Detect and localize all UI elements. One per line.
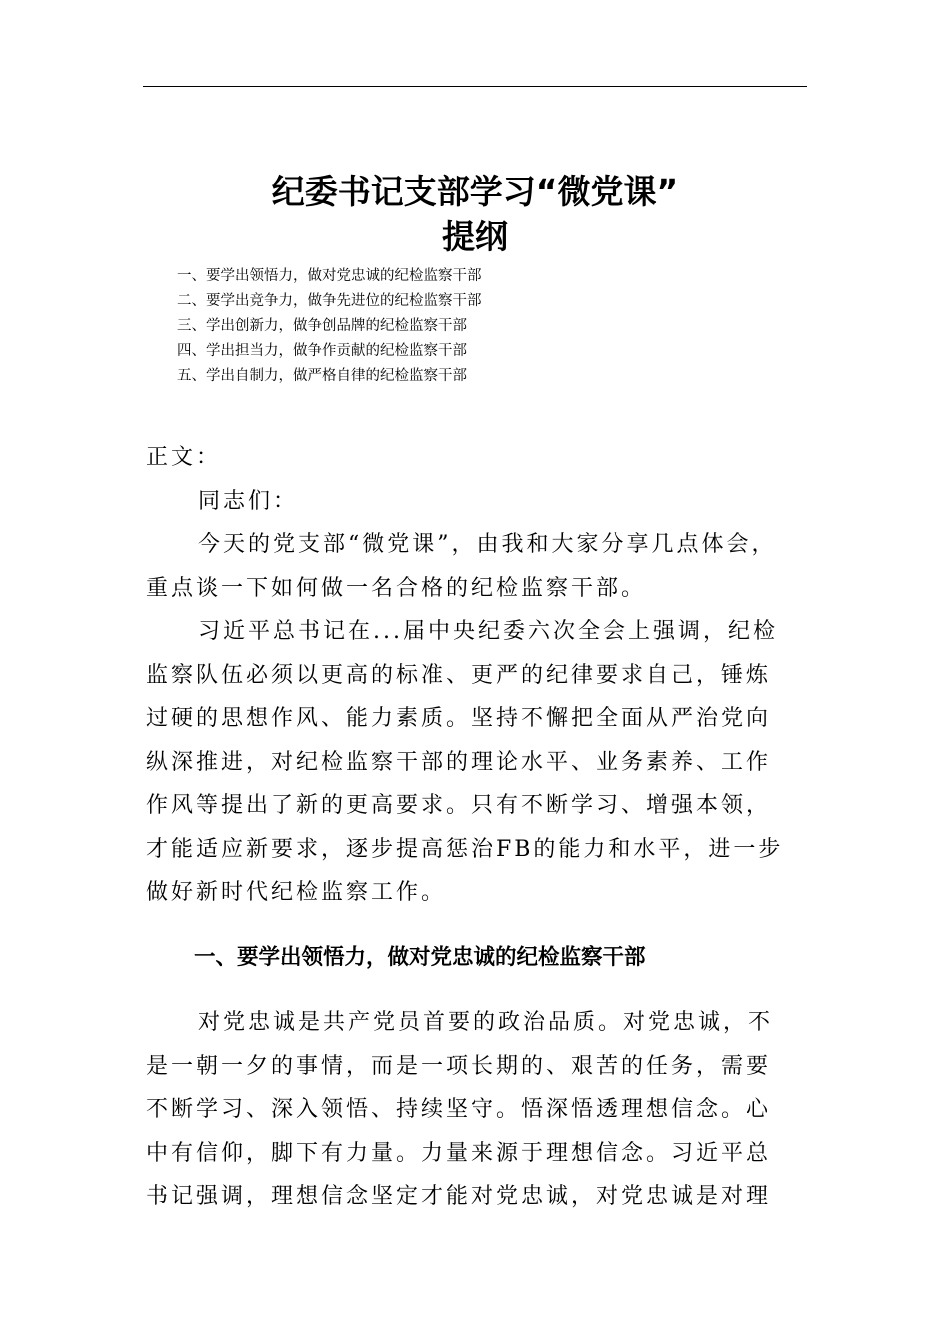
outline-item: 三、学出创新力，做争创品牌的纪检监察干部 bbox=[177, 318, 467, 334]
paragraph-line: 重点谈一下如何做一名合格的纪检监察干部。 bbox=[146, 575, 647, 601]
body-label: 正文： bbox=[146, 445, 222, 470]
outline-item: 一、要学出领悟力，做对党忠诚的纪检监察干部 bbox=[177, 268, 482, 284]
paragraph-line: 过硬的思想作风、能力素质。坚持不懈把全面从严治党向 bbox=[146, 706, 772, 731]
document-title-line2: 提纲 bbox=[442, 217, 508, 256]
paragraph-line: 书记强调，理想信念坚定才能对党忠诚，对党忠诚是对理 bbox=[146, 1184, 772, 1209]
paragraph-line: 是一朝一夕的事情，而是一项长期的、艰苦的任务，需要 bbox=[146, 1053, 772, 1079]
body-section-1 bbox=[146, 436, 810, 915]
paragraph-line: 作风等提出了新的更高要求。只有不断学习、增强本领， bbox=[146, 793, 772, 818]
paragraph-line: 纵深推进，对纪检监察干部的理论水平、业务素养、工作 bbox=[146, 749, 772, 775]
paragraph-line: 中有信仰，脚下有力量。力量来源于理想信念。习近平总 bbox=[146, 1140, 772, 1166]
outline-list bbox=[177, 264, 482, 389]
header-rule bbox=[143, 86, 807, 87]
section-heading: 一、要学出领悟力，做对党忠诚的纪检监察干部 bbox=[194, 945, 646, 970]
outline-item: 四、学出担当力，做争作贡献的纪检监察干部 bbox=[177, 343, 467, 359]
paragraph-loyalty bbox=[146, 1001, 810, 1219]
paragraph-line: 不断学习、深入领悟、持续坚守。悟深悟透理想信念。心 bbox=[146, 1097, 772, 1122]
paragraph-context bbox=[146, 610, 810, 915]
paragraph-line: 对党忠诚是共产党员首要的政治品质。对党忠诚，不 bbox=[198, 1010, 774, 1035]
body-section-2 bbox=[146, 1001, 810, 1219]
paragraph-line: 监察队伍必须以更高的标准、更严的纪律要求自己，锤炼 bbox=[146, 662, 772, 688]
paragraph-line: 才能适应新要求，逐步提高惩治FB的能力和水平，进一步 bbox=[146, 836, 784, 862]
paragraph-line: 习近平总书记在...届中央纪委六次全会上强调，纪检 bbox=[198, 619, 778, 644]
outline-item: 五、学出自制力，做严格自律的纪检监察干部 bbox=[177, 368, 467, 384]
salutation: 同志们： bbox=[198, 488, 299, 514]
outline-item: 二、要学出竞争力，做争先进位的纪检监察干部 bbox=[177, 293, 482, 309]
document-title: 纪委书记支部学习“微党课” bbox=[271, 172, 679, 211]
paragraph-line: 今天的党支部“微党课”，由我和大家分享几点体会， bbox=[198, 532, 777, 557]
paragraph-intro bbox=[146, 523, 810, 610]
paragraph-line: 做好新时代纪检监察工作。 bbox=[146, 880, 447, 905]
